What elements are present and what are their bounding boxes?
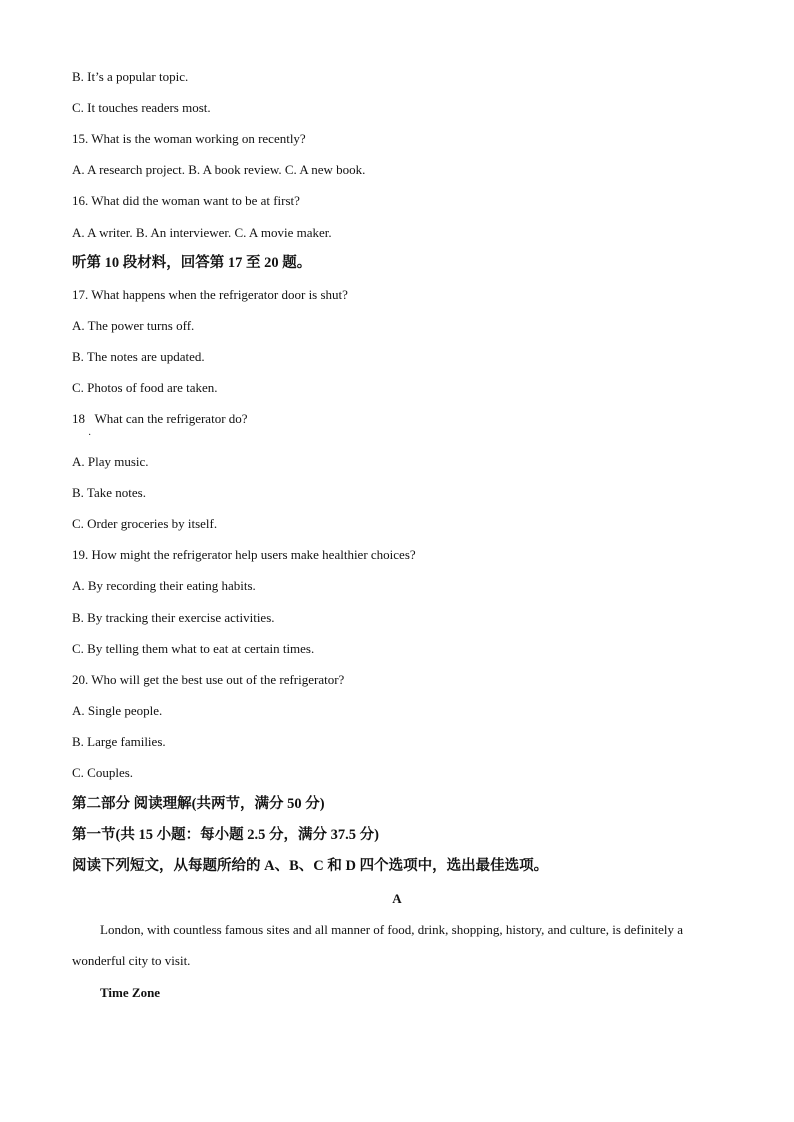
passage-a-paragraph: London, with countless famous sites and all manner of food, drink, shopping, history, and culture, is definitely a wonderful city to visit. <box>72 922 683 968</box>
option-14c: C. It touches readers most. <box>72 100 211 115</box>
option-17b: B. The notes are updated. <box>72 349 205 364</box>
question-20: 20. Who will get the best use out of the refrigerator? <box>72 672 345 687</box>
option-19c: C. By telling them what to eat at certain times. <box>72 641 315 656</box>
option-18b: B. Take notes. <box>72 485 146 500</box>
question-18: 18 What can the refrigerator do? <box>72 411 248 426</box>
question-17: 17. What happens when the refrigerator door is shut? <box>72 287 348 302</box>
question-15: 15. What is the woman working on recently? <box>72 131 306 146</box>
option-19a: A. By recording their eating habits. <box>72 578 256 593</box>
question-16: 16. What did the woman want to be at first? <box>72 193 300 208</box>
option-18a: A. Play music. <box>72 454 149 469</box>
question-19: 19. How might the refrigerator help users make healthier choices? <box>72 547 416 562</box>
part-two-heading: 第二部分 阅读理解(共两节，满分 50 分) <box>72 796 325 812</box>
passage-label-a: A <box>392 891 402 906</box>
options-16: A. A writer. B. An interviewer. C. A movie maker. <box>72 225 332 240</box>
option-20a: A. Single people. <box>72 703 163 718</box>
section-one-heading: 第一节(共 15 小题：每小题 2.5 分，满分 37.5 分) <box>72 827 379 843</box>
option-17a: A. The power turns off. <box>72 318 195 333</box>
time-zone-heading: Time Zone <box>100 985 161 1000</box>
options-15: A. A research project. B. A book review. C. A new book. <box>72 162 366 177</box>
reading-instruction: 阅读下列短文，从每题所给的 A、B、C 和 D 四个选项中，选出最佳选项。 <box>72 858 549 874</box>
option-18c: C. Order groceries by itself. <box>72 516 218 531</box>
option-17c: C. Photos of food are taken. <box>72 380 218 395</box>
option-14b: B. It’s a popular topic. <box>72 69 189 84</box>
section-instruction-10: 听第 10 段材料，回答第 17 至 20 题。 <box>72 255 312 271</box>
option-20b: B. Large families. <box>72 734 166 749</box>
option-19b: B. By tracking their exercise activities. <box>72 610 275 625</box>
option-20c: C. Couples. <box>72 765 134 780</box>
stray-dot-mark: · <box>88 430 92 441</box>
